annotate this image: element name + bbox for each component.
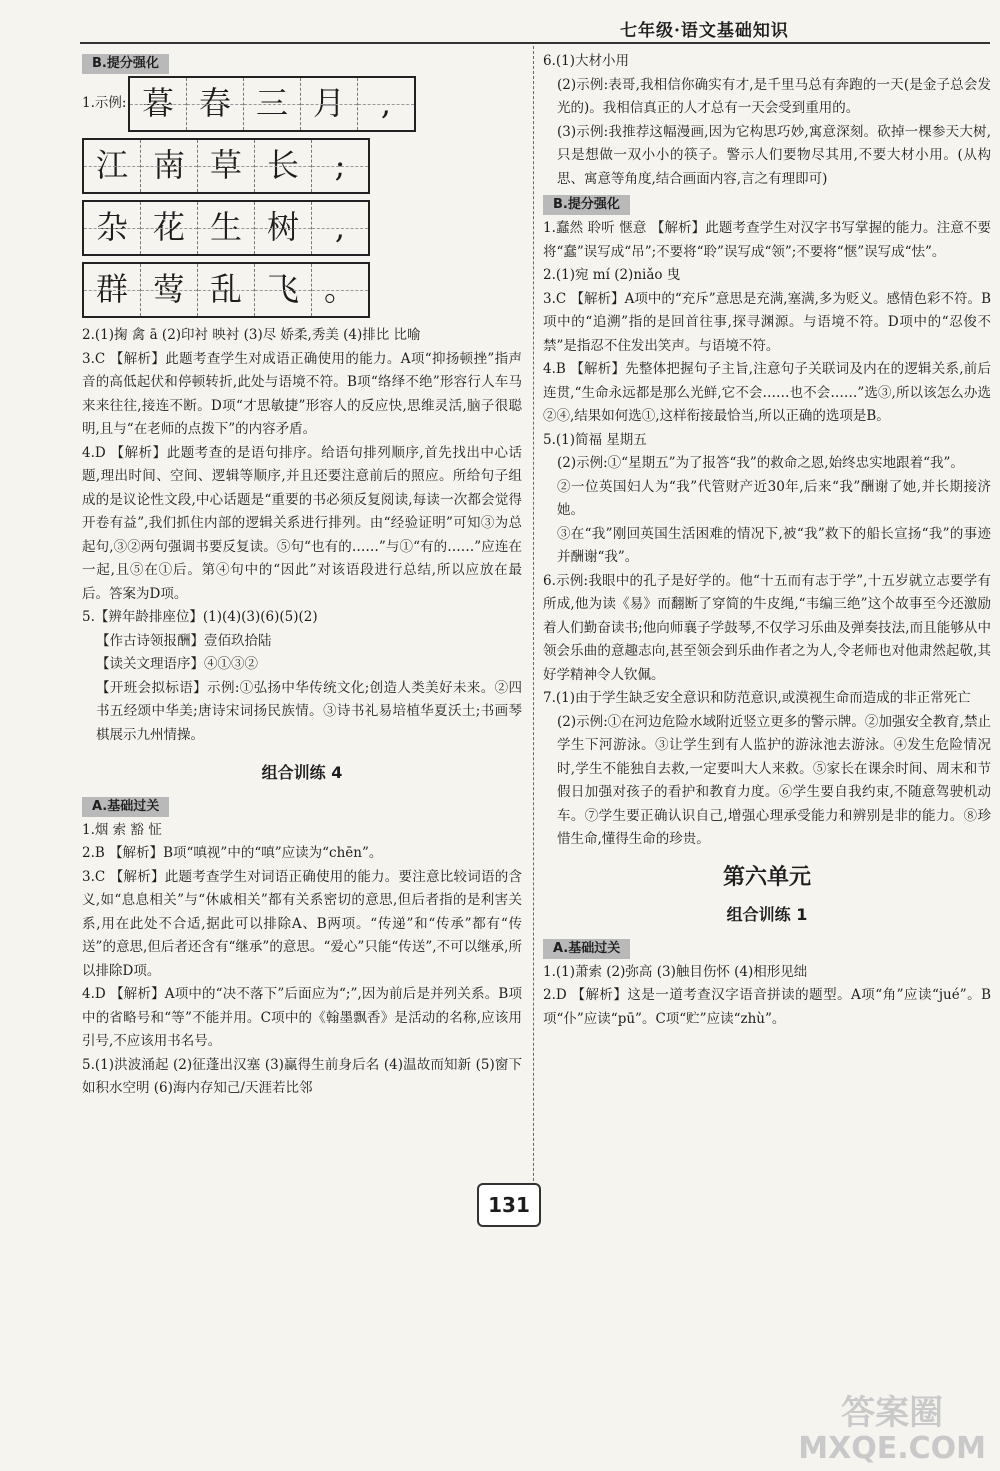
page-number: 131 (477, 1183, 541, 1227)
answer-q4: 4.D 【解析】A项中的“决不落下”后面应为“;”,因为前后是并列关系。B项中的省略号和“等”不能并用。C项中的《翰墨飘香》是活动的名称,应该用引号,不应该用书名号。 (82, 986, 522, 1049)
answer-q3: 3.C 【解析】此题考查学生对词语正确使用的能力。要注意比较词语的含义,如“息息相关”与“休戚相关”都有关系密切的意思,但后者指的是利害关系,用在此处不合适,据此可以排除A、B两项。“传递”和“传承”都有“传送”的意思,但后者还含有“继承”的意思。“爱心”只能“传送”,不可以继承,所以排除D项。 (82, 868, 522, 979)
answer-q1: 1.烟 索 豁 怔 (82, 821, 162, 838)
grid-cell: 生 (198, 202, 255, 254)
answer-q6: 6.(1)大材小用 (543, 53, 630, 69)
question-lead: 1.示例: (82, 95, 127, 112)
grid-cell: 乱 (198, 264, 255, 316)
answer-q1: 1.(1)萧索 (2)弥高 (3)触目伤怀 (4)相形见绌 (543, 963, 808, 980)
answer-q6-part: (3)示例:我推荐这幅漫画,因为它构思巧妙,寓意深刻。砍掉一棵参天大树,只是想做一双小小的筷子。警示人们要物尽其用,不要大材小用。(从构思、寓意等角度,结合画面内容,言之有理即可) (557, 123, 991, 187)
section-title: 组合训练 1 (726, 905, 808, 924)
grid-cell: 草 (198, 140, 255, 192)
unit-title: 第六单元 (722, 864, 811, 890)
grid-cell: 春 (187, 78, 244, 130)
grid-cell: 三 (244, 78, 301, 130)
writing-grid-row-2 (82, 138, 522, 194)
answer-q2: 2.B 【解析】B项“嗔视”中的“嗔”应读为“chēn”。 (82, 845, 383, 861)
answer-q7: 7.(1)由于学生缺乏安全意识和防范意识,或漠视生命而造成的非正常死亡 (543, 690, 971, 706)
grid-cell: 群 (84, 264, 141, 316)
writing-grid-row-4 (82, 262, 522, 318)
answer-q2: 2.D 【解析】这是一道考查汉字语音拼读的题型。A项“角”应读“jué”。B项“仆”应读“pū”。C项“贮”应读“zhù”。 (543, 987, 991, 1027)
grid-cell: 花 (141, 202, 198, 254)
grid-cell: 飞 (255, 264, 312, 316)
grid-cell: 。 (312, 264, 368, 316)
grid-cell: 暮 (130, 78, 187, 130)
grid-cell: , (358, 78, 414, 130)
grid-cell: 杂 (84, 202, 141, 254)
answer-q5-part: (2)示例:①“星期五”为了报答“我”的救命之恩,始终忠实地跟着“我”。 (557, 455, 964, 471)
writing-grid (82, 262, 370, 318)
answer-q3: 3.C 【解析】此题考查学生对成语正确使用的能力。A项“抑扬顿挫”指声音的高低起伏和停顿转折,此处与语境不符。B项“络绎不绝”形容行人车马来来往往,接连不断。D项“才思敏捷”形容人的反应快,思维灵活,脑子很聪明,且与“在老师的点拨下”的内容矛盾。 (82, 350, 522, 437)
grid-cell: 长 (255, 140, 312, 192)
answer-q5: 5.(1)简福 星期五 (543, 431, 647, 448)
watermark-url: MXQE.COM (798, 1431, 986, 1466)
column-divider (533, 46, 534, 1226)
writing-grid-row-1 (82, 76, 522, 132)
answer-q5: 5.(1)洪波涌起 (2)征蓬出汉塞 (3)赢得生前身后名 (4)温故而知新 (5)窗下如积水空明 (6)海内存知己/天涯若比邻 (82, 1056, 522, 1096)
grid-cell: ; (312, 140, 368, 192)
writing-grid (82, 200, 370, 256)
answer-q1: 1.蠢然 聆听 惬意 【解析】此题考查学生对汉字书写掌握的能力。注意不要将“蠢”误写成“吊”;不要将“聆”误写成“领”;不要将“惬”误写成“怯”。 (543, 220, 991, 260)
answer-q5-part: ②一位英国妇人为“我”代管财产近30年,后来“我”酬谢了她,并长期接济她。 (557, 478, 991, 518)
grid-cell: , (312, 202, 368, 254)
answer-q2: 2.(1)掬 禽 ā (2)印衬 映衬 (3)尽 娇柔,秀美 (4)排比 比喻 (82, 327, 421, 343)
grid-cell: 江 (84, 140, 141, 192)
answer-q4: 4.B 【解析】先整体把握句子主旨,注意句子关联词及内在的逻辑关系,前后连贯,“生命永远都是那么光鲜,它不会……也不会……”选③,所以该怎么办选②④,结果如何选①,这样衔接最恰当,所以正确的选项是B。 (543, 361, 991, 424)
section-badge-a: A.基础过关 (82, 797, 169, 817)
grid-cell: 月 (301, 78, 358, 130)
section-badge-b: B.提分强化 (82, 54, 169, 74)
grid-cell: 莺 (141, 264, 198, 316)
header-rule (80, 42, 990, 44)
watermark-logo-text: 答案圈 (841, 1393, 944, 1433)
right-column (543, 50, 991, 1031)
answer-q7-part: (2)示例:①在河边危险水域附近竖立更多的警示牌。②加强安全教育,禁止学生下河游泳。③让学生到有人监护的游泳池去游泳。④发生危险情况时,学生不能独自去救,一定要叫大人来救。⑤家长在课余时间、周末和节假日加强对孩子的看护和教育力度。⑥学生要自我约束,不随意驾驶机动车。⑦学生要正确认识自己,增强心理承受能力和辨别是非的能力。⑧珍惜生命,懂得生命的珍贵。 (557, 713, 991, 847)
answer-q2: 2.(1)宛 mí (2)niǎo 曳 (543, 267, 681, 283)
grid-cell: 树 (255, 202, 312, 254)
answer-q4: 4.D 【解析】此题考查的是语句排序。给语句排列顺序,首先找出中心话题,理出时间、空间、逻辑等顺序,并且还要注意前后的照应。所给句子组成的是议论性文段,中心话题是“重要的书必须反复阅读,每读一次都会觉得开卷有益”,我们抓住内部的逻辑关系进行排列。由“经验证明”可知③为总起句,③②两句强调书要反复读。⑤句“也有的……”与①“有的……”应连在一起,且⑤在①后。第④句中的“因此”对该语段进行总结,所以应放在最后。答案为D项。 (82, 444, 522, 602)
writing-grid-row-3 (82, 200, 522, 256)
writing-grid (82, 138, 370, 194)
left-column (82, 50, 522, 1101)
section-badge-b: B.提分强化 (543, 195, 630, 215)
section-title: 组合训练 4 (261, 763, 343, 782)
watermark (798, 1395, 986, 1467)
answer-q5-part: 【开班会拟标语】示例:①弘扬中华传统文化;创造人类美好未来。②四书五经颂中华美;唐诗宋词扬民族情。③诗书礼易培植华夏沃土;书画琴棋展示九州情操。 (96, 679, 522, 743)
grid-cell: 南 (141, 140, 198, 192)
answer-q6: 6.示例:我眼中的孔子是好学的。他“十五而有志于学”,十五岁就立志要学有所成,他为读《易》而翻断了穿简的牛皮绳,“韦编三绝”这个故事至今还激励着人们勤奋读书;他向师襄子学鼓琴,不仅学习乐曲及弹奏技法,而且能够从中领会乐曲的意趣志向,甚至领会到乐曲作者之为人,令老师也对他肃然起敬,其好学精神令人钦佩。 (543, 572, 991, 683)
answer-q3: 3.C 【解析】A项中的“充斥”意思是充满,塞满,多为贬义。感情色彩不符。B项中的“追溯”指的是回首往事,探寻渊源。与语境不符。D项中的“忍俊不禁”是指忍不住发出笑声。与语境不符。 (543, 290, 991, 354)
answer-q5-part: 【读关文理语序】④①③② (96, 656, 258, 672)
answer-q5: 5.【辨年龄排座位】(1)(4)(3)(6)(5)(2) (82, 609, 318, 625)
section-badge-a: A.基础过关 (543, 939, 630, 959)
page-header: 七年级·语文基础知识 (620, 21, 789, 41)
answer-q5-part: 【作古诗领报酬】壹佰玖拾陆 (96, 632, 272, 649)
answer-q6-part: (2)示例:表哥,我相信你确实有才,是千里马总有奔跑的一天(是金子总会发光的)。我相信真正的人才总有一天会受到重用的。 (557, 76, 991, 116)
writing-grid (128, 76, 416, 132)
answer-q5-part: ③在“我”刚回英国生活困难的情况下,被“我”救下的船长宣扬“我”的事迹并酬谢“我”。 (557, 525, 991, 565)
